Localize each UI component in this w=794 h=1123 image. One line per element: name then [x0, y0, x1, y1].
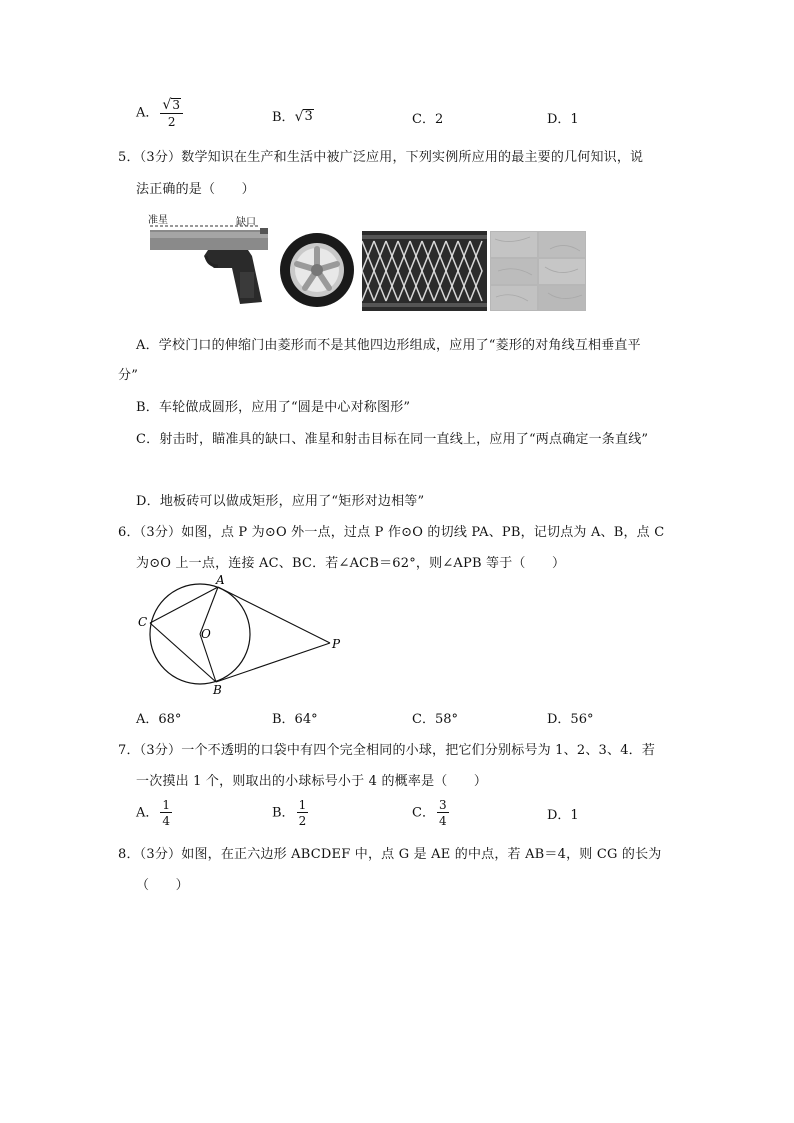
q4-option-a-denominator: 2 — [167, 115, 176, 129]
q6-stem-line2: 为⊙O 上一点，连接 AC、BC．若∠ACB＝62°，则∠APB 等于（ ） — [136, 556, 566, 571]
q5-stem-line2: 法正确的是（ ） — [136, 182, 255, 197]
q7-option-b-numerator: 1 — [298, 798, 307, 812]
circle-tangent-figure — [130, 570, 350, 700]
car-wheel-image — [279, 231, 355, 309]
q8-stem-line1: 8．（3分）如图，在正六边形 ABCDEF 中，点 G 是 AE 的中点，若 AB＝4，则 CG 的长为 — [118, 847, 662, 862]
q7-option-a-numerator: 1 — [162, 798, 171, 812]
fig-label-a: A — [216, 573, 225, 587]
q4-option-a — [136, 98, 183, 128]
q7-option-a-label: A． — [136, 805, 159, 821]
q4-option-b-label: B． — [272, 110, 295, 125]
q7-option-b-label: B． — [272, 805, 295, 821]
q6-option-b: B．64° — [272, 712, 318, 727]
q6-option-c: C．58° — [412, 712, 458, 727]
pistol-image — [148, 222, 272, 308]
q8-stem-line2: （ ） — [136, 878, 189, 893]
q7-option-c-label: C． — [412, 805, 435, 821]
q7-option-b — [272, 799, 308, 827]
q7-option-c-numerator: 3 — [438, 798, 447, 812]
fig-label-p: P — [332, 637, 341, 651]
q6-stem-line1: 6．（3分）如图，点 P 为⊙O 外一点，过点 P 作⊙O 的切线 PA、PB，记切点为 A、B，点 C — [118, 525, 665, 540]
q7-option-b-denominator: 2 — [298, 814, 307, 828]
fig-label-o: O — [201, 627, 211, 641]
q5-option-a-line1: A．学校门口的伸缩门由菱形而不是其他四边形组成，应用了“菱形的对角线互相垂直平 — [136, 338, 641, 353]
q7-stem-line2: 一次摸出 1 个，则取出的小球标号小于 4 的概率是（ ） — [136, 774, 488, 789]
q4-option-a-fraction: √ 3 2 — [160, 98, 183, 128]
q5-option-d: D．地板砖可以做成矩形，应用了“矩形对边相等” — [136, 494, 425, 509]
q7-option-d: D．1 — [547, 808, 579, 823]
q5-stem-line1: 5．（3分）数学知识在生产和生活中被广泛应用，下列实例所应用的最主要的几何知识，说 — [118, 150, 644, 165]
floor-tiles-image — [490, 231, 586, 311]
q7-option-c — [412, 799, 449, 827]
fig-label-b: B — [213, 683, 222, 697]
q5-option-c: C．射击时，瞄准具的缺口、准星和射击目标在同一直线上，应用了“两点确定一条直线” — [136, 432, 649, 447]
q7-option-c-denominator: 4 — [438, 814, 447, 828]
q7-option-a-denominator: 4 — [162, 814, 171, 828]
q7-option-a — [136, 799, 172, 827]
q4-option-a-label: A． — [136, 105, 159, 121]
q5-option-b: B．车轮做成圆形，应用了“圆是中心对称图形” — [136, 400, 411, 415]
q6-option-a: A．68° — [136, 712, 182, 727]
fig-label-c: C — [138, 615, 148, 629]
q4-option-c: C．2 — [412, 112, 444, 127]
q4-option-b: B． √ 3 — [272, 109, 313, 125]
q4-option-b-value: 3 — [304, 109, 313, 125]
retractable-gate-image — [362, 231, 487, 311]
label-front-sight: 准星 — [148, 215, 168, 226]
q4-option-d: D．1 — [547, 112, 579, 127]
q5-option-a-line2: 分” — [118, 368, 139, 383]
q6-option-d: D．56° — [547, 712, 594, 727]
label-rear-notch: 缺口 — [236, 217, 256, 228]
q7-stem-line1: 7．（3分）一个不透明的口袋中有四个完全相同的小球，把它们分别标号为 1、2、3、4．若 — [118, 743, 656, 758]
q4-option-a-numerator: 3 — [172, 98, 180, 113]
